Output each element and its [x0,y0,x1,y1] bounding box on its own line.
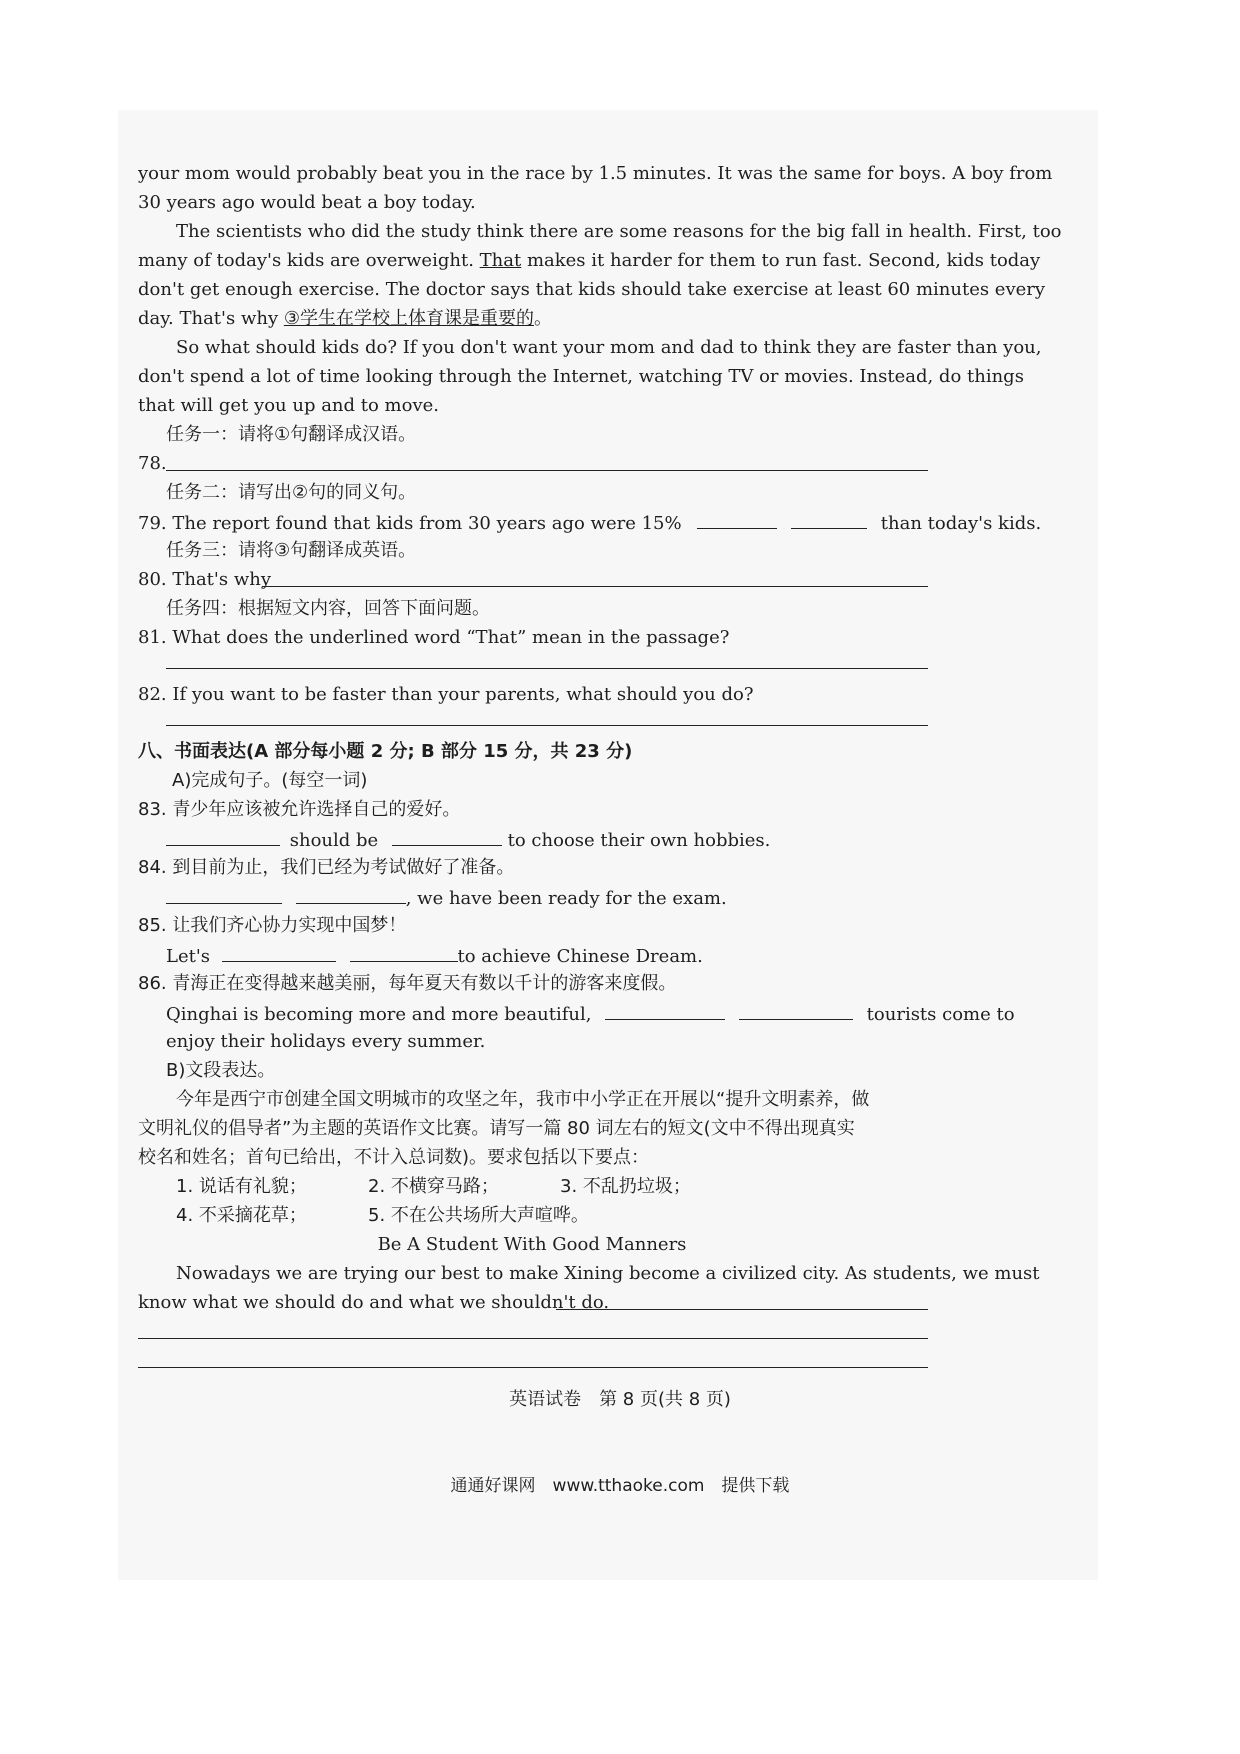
blank-86-2[interactable] [739,1001,853,1020]
q85-text-b: to achieve Chinese Dream. [457,946,703,967]
blank-85-2[interactable] [350,943,458,962]
answer-line-80[interactable] [262,586,928,587]
question-78-number: 78. [138,453,167,474]
q83-text-b: to choose their own hobbies. [507,830,771,851]
essay-second-line: know what we should do and what we shouldn't do. [138,1292,610,1313]
blank-79-1[interactable] [697,510,777,529]
passage-line: that will get you up and to move. [138,395,440,416]
passage-line: The scientists who did the study think there are some reasons for the big fall in health. First, too [176,221,1062,242]
question-79-text-b: than today's kids. [880,513,1042,534]
part-a-label: A)完成句子。(每空一词) [172,770,368,791]
q85-text-a: Let's [166,946,211,967]
blank-79-2[interactable] [791,510,867,529]
passage-line: don't spend a lot of time looking through the Internet, watching TV or movies. Instead, do things [138,366,1024,387]
task-2-instruction: 任务二：请写出②句的同义句。 [166,482,417,503]
task-3-instruction: 任务三：请将③句翻译成英语。 [166,540,417,561]
blank-84-1[interactable] [166,885,282,904]
question-84-chinese: 84. 到目前为止，我们已经为考试做好了准备。 [138,857,515,878]
passage-line: 30 years ago would beat a boy today. [138,192,476,213]
passage-line: don't get enough exercise. The doctor says that kids should take exercise at least 60 minutes every [138,279,1046,300]
question-79-text-a: 79. The report found that kids from 30 years ago were 15% [138,513,682,534]
task-4-instruction: 任务四：根据短文内容，回答下面问题。 [166,598,490,619]
passage-text: many of today's kids are overweight. [138,250,480,271]
underlined-word-that: That [479,250,522,271]
blank-83-1[interactable] [166,827,280,846]
question-82: 82. If you want to be faster than your parents, what should you do? [138,684,754,705]
section-8-heading: 八、书面表达(A 部分每小题 2 分; B 部分 15 分，共 23 分) [138,741,633,762]
task-1-instruction: 任务一：请将①句翻译成汉语。 [166,424,417,445]
answer-line-81[interactable] [166,668,928,669]
question-83-english [166,827,770,853]
essay-writing-line[interactable] [138,1338,928,1339]
q86-text-a: Qinghai is becoming more and more beautiful, [166,1004,592,1025]
passage-text: makes it harder for them to run fast. Second, kids today [521,250,1041,271]
question-84-english [166,885,727,911]
passage-line: your mom would probably beat you in the race by 1.5 minutes. It was the same for boys. A boy from [138,163,1053,184]
question-83-chinese: 83. 青少年应该被允许选择自己的爱好。 [138,799,461,820]
part-b-label: B)文段表达。 [166,1060,276,1081]
underlined-sentence-3: ③学生在学校上体育课是重要的 [283,308,534,329]
part-b-prompt-line: 文明礼仪的倡导者”为主题的英语作文比赛。请写一篇 80 词左右的短文(文中不得出现真实 [138,1118,855,1139]
passage-line [138,249,1040,273]
blank-85-1[interactable] [222,943,336,962]
point-2: 2. 不横穿马路； [368,1176,499,1197]
question-85-english [166,943,703,969]
essay-writing-line[interactable] [556,1309,928,1310]
q84-text: , we have been ready for the exam. [405,888,727,909]
download-watermark: 通通好课网 www.tthaoke.com 提供下载 [450,1476,790,1496]
blank-84-2[interactable] [296,885,406,904]
essay-first-line: Nowadays we are trying our best to make Xining become a civilized city. As students, we must [176,1263,1040,1284]
blank-83-2[interactable] [392,827,502,846]
part-b-prompt-line: 今年是西宁市创建全国文明城市的攻坚之年，我市中小学正在开展以“提升文明素养，做 [176,1089,870,1110]
passage-text: day. That's why [138,308,284,329]
part-b-prompt-line: 校名和姓名；首句已给出，不计入总词数)。要求包括以下要点： [138,1147,650,1168]
question-81: 81. What does the underlined word “That” mean in the passage? [138,627,730,648]
passage-line: So what should kids do? If you don't want your mom and dad to think they are faster than you, [176,337,1042,358]
q86-text-b: tourists come to [866,1004,1015,1025]
answer-line-82[interactable] [166,725,928,726]
question-80-text: 80. That's why [138,569,271,590]
point-5: 5. 不在公共场所大声喧哗。 [368,1205,589,1226]
passage-line [138,307,552,331]
point-3: 3. 不乱扔垃圾； [560,1176,691,1197]
essay-writing-line[interactable] [138,1367,928,1368]
blank-86-1[interactable] [605,1001,725,1020]
question-86-chinese: 86. 青海正在变得越来越美丽，每年夏天有数以千计的游客来度假。 [138,973,677,994]
question-79 [138,510,1041,536]
q83-text-a: should be [289,830,379,851]
page-footer: 英语试卷 第 8 页(共 8 页) [509,1389,731,1410]
answer-line-78[interactable] [166,470,928,471]
question-86-english [166,1001,1015,1027]
point-1: 1. 说话有礼貌； [176,1176,307,1197]
essay-title: Be A Student With Good Manners [377,1234,687,1255]
point-4: 4. 不采摘花草； [176,1205,307,1226]
question-85-chinese: 85. 让我们齐心协力实现中国梦！ [138,915,407,936]
passage-text: 。 [533,308,552,329]
q86-text-c: enjoy their holidays every summer. [166,1031,486,1052]
